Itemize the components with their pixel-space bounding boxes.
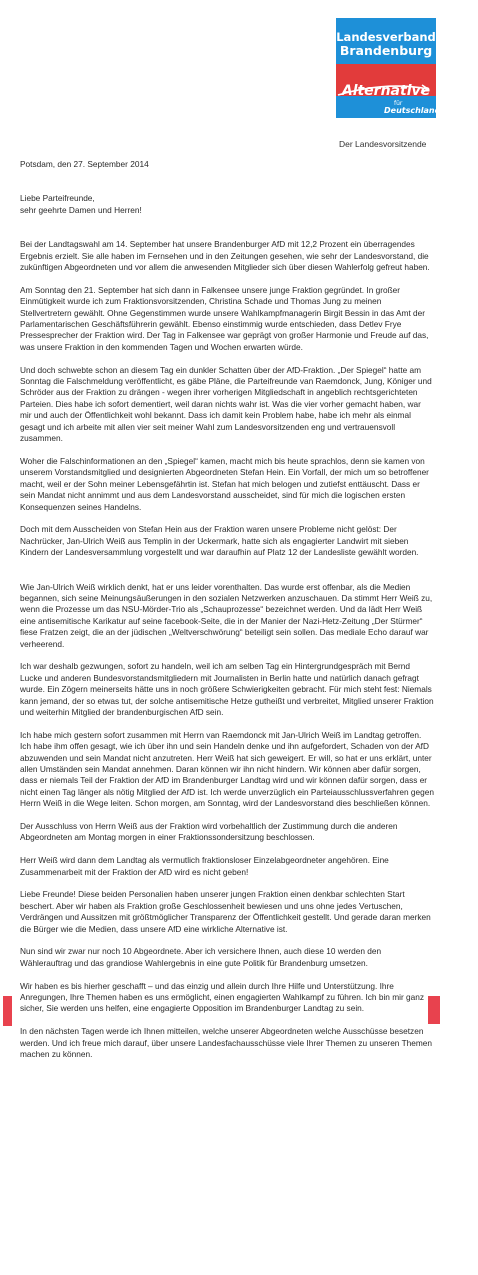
place-date: Potsdam, den 27. September 2014 <box>20 159 149 169</box>
logo-line-brandenburg: Brandenburg <box>339 43 433 58</box>
logo-line-landesverband: Landesverband <box>336 30 436 44</box>
paragraph: Am Sonntag den 21. September hat sich dann in Falkensee unsere junge Fraktion gegründet. In großer Einmütigkeit wurde ich zum Fraktionsvorsitzenden, Christina Schade und Thomas Jung zu meinen Stellvertretern gewählt. Ohne Gegenstimmen wurde unsere Wahlkampfmanagerin Birgit Bessin in das Amt der Parlamentarischen Geschäftsführerin gewählt. Ebenso einstimmig wurde entschieden, dass Detlev Frye Pressesprecher der Fraktion wird. Der Tag in Falkensee war geprägt von großer Harmonie und Freude auf das, was unsere Fraktion in den kommenden Tagen und Wochen erwarten würde. <box>20 284 429 352</box>
logo-line-fuer: für <box>394 100 403 107</box>
salutation-line-1: Liebe Parteifreunde, <box>20 193 95 204</box>
left-red-marker <box>3 996 12 1026</box>
paragraph: Nun sind wir zwar nur noch 10 Abgeordnete. Aber ich versichere Ihnen, auch diese 10 werden den Wählerauftrag und das grandiose Wahlergebnis in eine gute Politik für Brandenburg umsetzen. <box>20 946 382 968</box>
salutation-line-2: sehr geehrte Damen und Herren! <box>20 204 142 215</box>
salutation <box>20 193 434 216</box>
paragraph: Wir haben es bis hierher geschafft – und das einzig und allein durch Ihre Hilfe und Unterstützung. Ihre Anregungen, Ihre Themen haben es uns ermöglicht, einen engagierten Wahlkampf zu führen. Ich bin mir ganz sicher, Sie werden uns helfen, eine engagierte Opposition im Brandenburger Landtag zu sein. <box>20 980 425 1014</box>
afd-logo <box>336 18 441 118</box>
paragraph: Ich habe mich gestern sofort zusammen mit Herrn van Raemdonck mit Jan-Ulrich Weiß im Landtag getroffen. Ich habe ihm offen gesagt, wie ich über ihn und sein Handeln denke und ihn aufgefordert, Schaden von der AfD abzuwenden und sein Mandat nicht anzutreten. Herr Weiß hat sich geweigert. Er will, so hat er uns erklärt, unter allen Umständen sein Mandat annehmen. Daran können wir ihn nicht hindern. Wir können aber dafür sorgen, dass er niemals Teil der Fraktion der AfD im Brandenburger Landtag wird und wir können dafür sorgen, dass er nicht einen Tag länger als nötig Mitglied der AfD ist. Ich werde unverzüglich ein Parteiausschlussverfahren gegen Herrn Weiß in die Wege leiten. Schon morgen, am Sonntag, wird der Landesvorstand dies beschließen können. <box>20 729 435 809</box>
paragraph: Liebe Freunde! Diese beiden Personalien haben unserer jungen Fraktion einen denkbar schlechten Start beschert. Aber wir haben als Fraktion große Geschlossenheit bewiesen und uns ohne jedes Vertuschen, Verdrängen und Aussitzen mit größtmöglicher Transparenz der Öffentlichkeit gestellt. Und gerade daran merken die Bürger wie die Medien, dass unsere AfD eine wirkliche Alternative ist. <box>20 889 431 934</box>
paragraph: Wie Jan-Ulrich Weiß wirklich denkt, hat er uns leider vorenthalten. Das wurde erst offenbar, als die Medien begannen, sich seine Meinungsäußerungen in den sozialen Netzwerken anzuschauen. Da stimmt Herr Weiß zu, wenn die Prozesse um das NSU-Mörder-Trio als „Schauprozesse“ bezeichnet werden. Und da lädt Herr Weiß eine antisemitische Karikatur auf seine facebook-Seite, die in der Manier der Nazi-Hetz-Zeitung „Der Stürmer“ fiese Fratzen zeigt, die an der jüdischen „Weltverschwörung“ beteiligt sein sollen. Das mediale Echo darauf war verheerend. <box>20 581 433 649</box>
right-red-marker <box>428 996 440 1024</box>
logo-line-alternative: Alternative <box>341 83 431 99</box>
sender-title: Der Landesvorsitzende <box>339 139 427 149</box>
letter-body <box>20 159 434 1072</box>
paragraph: Woher die Falschinformationen an den „Spiegel“ kamen, macht mich bis heute sprachlos, denn sie kamen von unserem Vorstandsmitglied und designierten Abgeordneten Stefan Hein. Ein Vorfall, der mich um so betroffener macht, weil er der Sohn meiner Lebensgefährtin ist. Stefan hat mich belogen und zutiefst enttäuscht. Dass er sein Mandat nicht annimmt und aus dem Landesvorstand ausscheidet, sind für mich die logischen ersten Konsequenzen seines Handelns. <box>20 455 429 512</box>
paragraph-highlighted: Herr Weiß wird dann dem Landtag als vermutlich fraktionsloser Einzelabgeordneter angehören. Eine Zusammenarbeit mit der Fraktion der AfD wird es nicht geben! <box>20 855 389 877</box>
paragraph: Der Ausschluss von Herrn Weiß aus der Fraktion wird vorbehaltlich der Zustimmung durch die anderen Abgeordneten am Montag morgen in einer Fraktionssondersitzung beschlossen. <box>20 821 398 843</box>
paragraph: Doch mit dem Ausscheiden von Stefan Hein aus der Fraktion waren unsere Probleme nicht gelöst: Der Nachrücker, Jan-Ulrich Weiß aus Templin in der Uckermark, hatte sich als engagierter Landwirt mit sieben Kindern der Landesversammlung vorgestellt und war daraufhin auf Platz 12 der Landesliste gewählt worden. <box>20 524 419 558</box>
paragraph: In den nächsten Tagen werde ich Ihnen mitteilen, welche unserer Abgeordneten welche Ausschüsse besetzen werden. Und ich freue mich darauf, über unsere Landesfachausschüsse viele Ihrer Themen zu unseren Themen machen zu können. <box>20 1026 433 1060</box>
logo-line-deutschland: Deutschland <box>384 106 441 115</box>
paragraph: Bei der Landtagswahl am 14. September hat unsere Brandenburger AfD mit 12,2 Prozent ein überragendes Ergebnis erzielt. Sie alle haben im Fernsehen und in den Zeitungen gesehen, wie sehr der Landesvorstand, die zukünftigen Abgeordneten und vor allem die anwesenden Mitglieder sich über diesen Wahlerfolg gefreut haben. <box>20 239 430 273</box>
paragraph: Ich war deshalb gezwungen, sofort zu handeln, weil ich am selben Tag ein Hintergrundgespräch mit Bernd Lucke und anderen Bundesvorstandsmitgliedern mit Journalisten in Berlin hatte und natürlich danach gefragt wurde. Ein Zögern meinerseits hätte uns in noch größere Schwierigkeiten gebracht. Für mich steht fest: Niemals kann jemand, der so etwas tut, der solche antisemitische Hetze gutheißt und verbreitet, Mitglied unserer Fraktion und weiterhin Mitglied der brandenburgischen AfD sein. <box>20 661 434 717</box>
paragraph: Und doch schwebte schon an diesem Tag ein dunkler Schatten über der AfD-Fraktion. „Der Spiegel“ hatte am Sonntag die Falschmeldung veröffentlicht, es gäbe Pläne, die Parteifreunde van Raemdonck, Jung, Königer und Schröder aus der Fraktion zu drängen - wegen ihrer vorherigen Mitgliedschaft in angeblich rechtsgerichteten Parteien. Dies habe ich sofort dementiert, weil daran nichts wahr ist. Was die vier vorher gemacht haben, war mir und auch der Öffentlichkeit wohl bekannt. Dass ich damit kein Problem habe, habe ich mehr als einmal gesagt und ich arbeite mit allen vier seit meiner Wahl zum Landesvorsitzenden eng und vertrauensvoll zusammen. <box>20 364 432 444</box>
